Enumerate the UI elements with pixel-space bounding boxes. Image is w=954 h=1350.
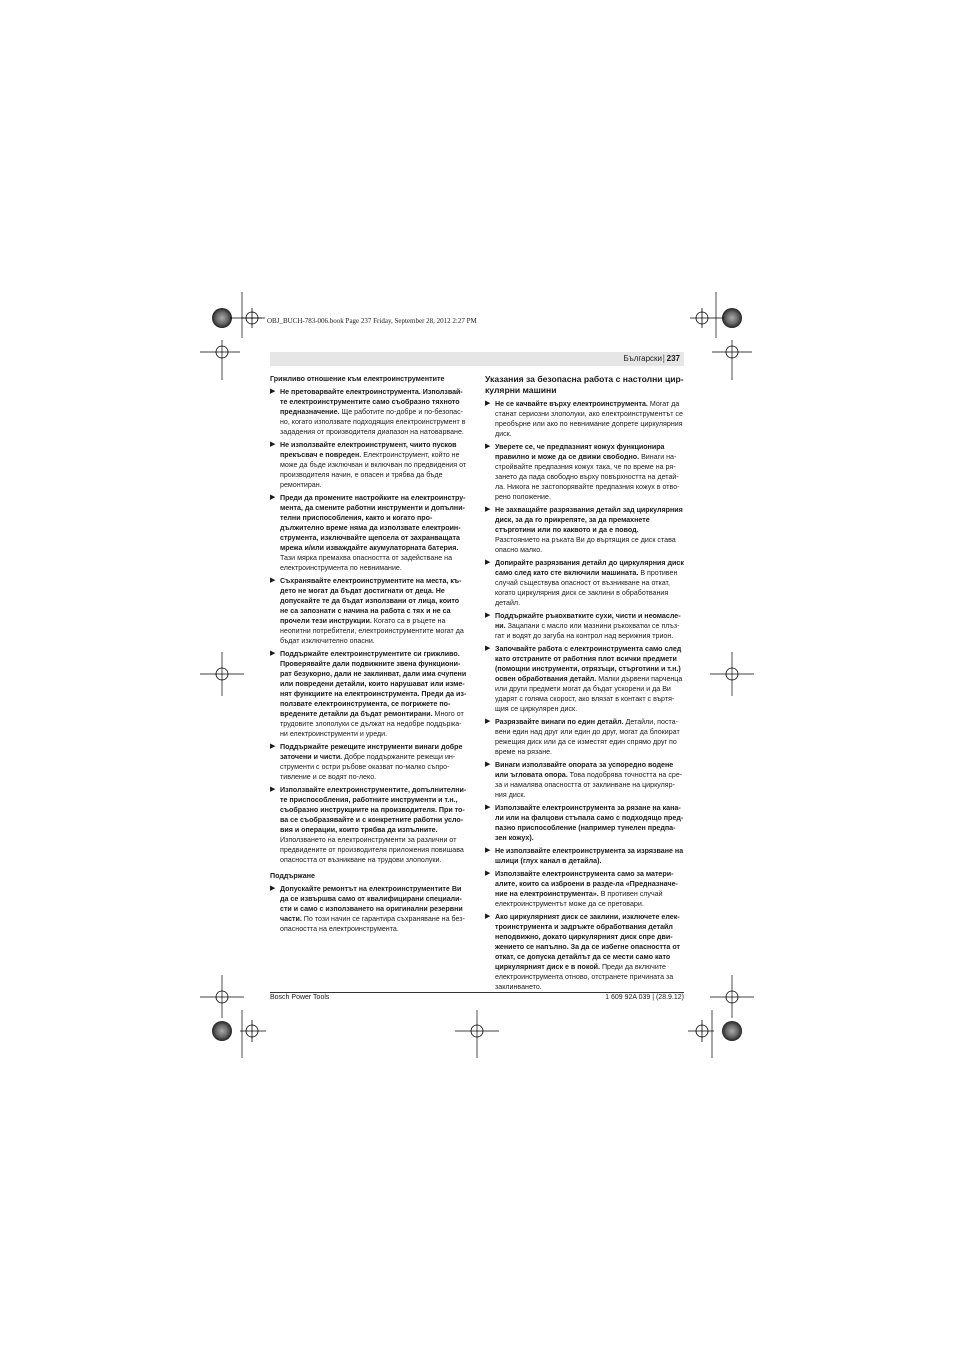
table-saw-items [485,399,684,992]
item-bold-text: Поддържайте режещите инструменти винаги добре заточени и чисти. [280,743,463,761]
item-text: Малки дървени парченца или други предмети могат да бъдат ускорени и да Ви ударят с голяма скорост, ако влязат в контакт с въртящия се циркулярен диск. [495,675,683,713]
item-text: Могат да станат сериозни злополуки, ако електроинструментът се преобърне или ако по невнимание допрете циркулярния диск. [495,400,683,438]
right-column [485,374,684,995]
item-bold-text: Разрязвайте винаги по един детайл. [495,718,624,726]
item-bold-text: Започвайте работа с електроинструмента само след като отстраните от работния плот всички предмети (помощни инструменти, отрязъци, стърготини и т.н.) освен обработвания детайл. [495,645,682,683]
list-item [270,440,467,490]
section-heading-service: Поддържане [270,872,315,880]
list-item [270,884,467,934]
bullet-arrow-icon: ▶ [270,743,276,750]
item-bold-text: Поддържайте електроинструментите си грижливо. Проверявайте дали подвижните звена функционират безукорно, дали не заклинват, дали има счупени или повредени детайли, които нарушават или изменят функциите на електроинструмента. Преди да използвате електроинструмента, се погрижете повредените детайли да бъдат ремонтирани. [280,650,467,718]
bullet-arrow-icon: ▶ [485,913,491,920]
item-bold-text: Преди да промените настройките на електроинструмента, да смените работни инструменти и допълнителни приспособления, както и когато продължително време няма да използвате електроинструмента, изключвайте щепсела от захранващата мрежа и/или изваждайте акумулаторната батерия. [280,494,466,552]
bullet-arrow-icon: ▶ [485,612,491,619]
list-item [485,803,684,843]
list-item [485,399,684,439]
item-bold-text: Ако циркулярният диск се заклини, изключете електроинструмента и задръжте обработвания детайл неподвижно, докато циркулярният диск спре движението се напълно. За да се избегне опасността от откат, се допуска детайлът да се мести само като циркулярният диск е в покой. [495,913,680,971]
bullet-arrow-icon: ▶ [270,388,276,395]
bullet-arrow-icon: ▶ [485,870,491,877]
bullet-arrow-icon: ▶ [485,645,491,652]
item-bold-text: Съхранявайте електроинструментите на места, където не могат да бъдат достигнати от деца. Не допускайте те да бъдат използвани от лица, които не са запознати с начина на работа с тях и не са прочели тези инструкции. [280,577,462,625]
bullet-arrow-icon: ▶ [485,718,491,725]
footer-rule [270,992,684,993]
bullet-arrow-icon: ▶ [270,577,276,584]
section-heading-care: Грижливо отношение към електроинструментите [270,375,445,383]
list-item [270,785,467,865]
item-bold-text: Не претоварвайте електроинструмента. Използвайте електроинструментите само съобразно тяхното предназначение. [280,388,463,416]
item-bold-text: Допускайте ремонтът на електроинструментите Ви да се извършва само от квалифицирани специалисти и само с използването на оригинални резервни части. [280,885,463,923]
item-bold-text: Не използвайте електроинструмент, чиито пусков прекъсвач е повреден. [280,441,457,459]
service-items [270,884,467,934]
item-text: Използването на електроинструменти за различни от предвидените от производителя приложения повишава опасността от възникване на трудови злополуки. [280,836,464,864]
item-text: Тази мярка премахва опасността от задействане на електроинструмента по невнимание. [280,554,453,572]
item-text: Това подобрява точността на среза и намалява опасността от заклинване на циркулярния диск. [495,771,683,799]
item-text: Добре поддържаните режещи инструменти с остри ръбове оказват по-малко съпротивление и се водят по-леко. [280,753,456,781]
list-item [270,493,467,573]
item-text: Винаги настройвайте предпазния кожух така, че по време на рязането да пада свободно върху повърхността на детайла. Никога не застопорявайте предпазния кожух в отворено положение. [495,453,680,501]
list-item [485,611,684,641]
reg-dot-bottom-left [212,1021,232,1041]
item-text: Детайли, поставени един над друг или един до друг, могат да блокират режещия диск или да се изместят един спрямо друг по време на рязане. [495,718,680,756]
item-text: Много от трудовите злополуки се дължат на недобре поддържани електроинструменти и уреди. [280,710,464,738]
item-text: Ще работите по-добре и по-безопасно, когато използвате подходящия електроинструмент в зададения от производителя диапазон на натоварване. [280,408,466,436]
item-bold-text: Не захващайте разрязвания детайл зад циркулярния диск, за да го прикрепяте, за да премахнете стърготини или по каквото и да е повод. [495,506,683,534]
item-bold-text: Използвайте електроинструмента за рязане на канали или на фалцови стъпала само с подходящо предпазно приспособление (например тунелен предпазен кожух). [495,804,684,842]
bullet-arrow-icon: ▶ [485,761,491,768]
list-item [485,558,684,608]
list-item [485,869,684,909]
page-header-bar [270,352,684,366]
list-item [270,387,467,437]
list-item [485,912,684,992]
bullet-arrow-icon: ▶ [485,443,491,450]
list-item [485,760,684,800]
item-bold-text: Не се качвайте върху електроинструмента. [495,400,648,408]
list-item [270,649,467,739]
item-text: В противен случай съществува опасност от възникване на откат, когато циркулярния диск се заклини в обработвания детайл. [495,569,678,607]
item-text: Когато са в ръцете на неопитни потребители, електроинструментите могат да бъдат изключително опасни. [280,617,464,645]
footer-brand: Bosch Power Tools [270,994,330,1001]
bullet-arrow-icon: ▶ [485,559,491,566]
item-text: Преди да включите електроинструмента отново, отстранете причината за заклинването. [495,963,674,991]
left-column [270,374,467,937]
header-separator: | [662,353,665,363]
list-item [270,576,467,646]
item-bold-text: Използвайте електроинструментите, допълнителните приспособления, работните инструменти и т.н., съобразно инструкциите на производителя. При това се съобразявайте и с конкретните работни условия и операции, които трябва да изпълните. [280,786,467,834]
bullet-arrow-icon: ▶ [485,804,491,811]
reg-dot-top-right [722,308,742,328]
item-bold-text: Уверете се, че предпазният кожух функционира правилно и може да се движи свободно. [495,443,665,461]
item-bold-text: Използвайте електроинструмента само за материалите, които са изброени в разде-ла «Предназначение на електроинструмента». [495,870,678,898]
list-item [485,644,684,714]
list-item [485,717,684,757]
bullet-arrow-icon: ▶ [270,494,276,501]
item-bold-text: Поддържайте ръкохватките сухи, чисти и неомаслени. [495,612,681,630]
section-heading-table-saw: Указания за безопасна работа с настолни циркулярни машини [485,374,684,395]
reg-dot-bottom-right [722,1021,742,1041]
page-number: 237 [666,354,680,363]
item-bold-text: Допирайте разрязвания детайл до циркулярния диск само след като сте включили машината. [495,559,684,577]
care-items [270,387,467,865]
item-text: Електроинструмент, който не може да бъде изключван и включван по предвидения от производителя начин, е опасен и трябва да бъде ремонтиран. [280,451,467,489]
list-item [485,505,684,555]
footer-doc-number: 1 609 92A 039 | (28.9.12) [605,994,684,1001]
page-language: Български [623,354,662,363]
bullet-arrow-icon: ▶ [485,847,491,854]
item-bold-text: Не използвайте електроинструмента за изрязване на шлици (глух канал в детайла). [495,847,684,865]
reg-dot-top-left [212,308,232,328]
list-item [485,846,684,866]
item-text: Зацапани с масло или мазнини ръкохватки се плъзгат и водят до загуба на контрол над верижния трион. [495,622,680,640]
bullet-arrow-icon: ▶ [270,650,276,657]
bullet-arrow-icon: ▶ [270,786,276,793]
item-text: Разстоянието на ръката Ви до въртящия се диск става опасно малко. [495,536,676,554]
item-text: По този начин се гарантира съхраняване на безопасността на електроинструмента. [280,915,465,933]
file-header: OBJ_BUCH-783-006.book Page 237 Friday, September 28, 2012 2:27 PM [267,317,477,325]
item-bold-text: Винаги използвайте опората за успоредно водене или ъгловата опора. [495,761,674,779]
list-item [485,442,684,502]
bullet-arrow-icon: ▶ [485,400,491,407]
bullet-arrow-icon: ▶ [270,885,276,892]
item-text: В противен случай електроинструментът може да се претовари. [495,890,663,908]
list-item [270,742,467,782]
bullet-arrow-icon: ▶ [485,506,491,513]
bullet-arrow-icon: ▶ [270,441,276,448]
